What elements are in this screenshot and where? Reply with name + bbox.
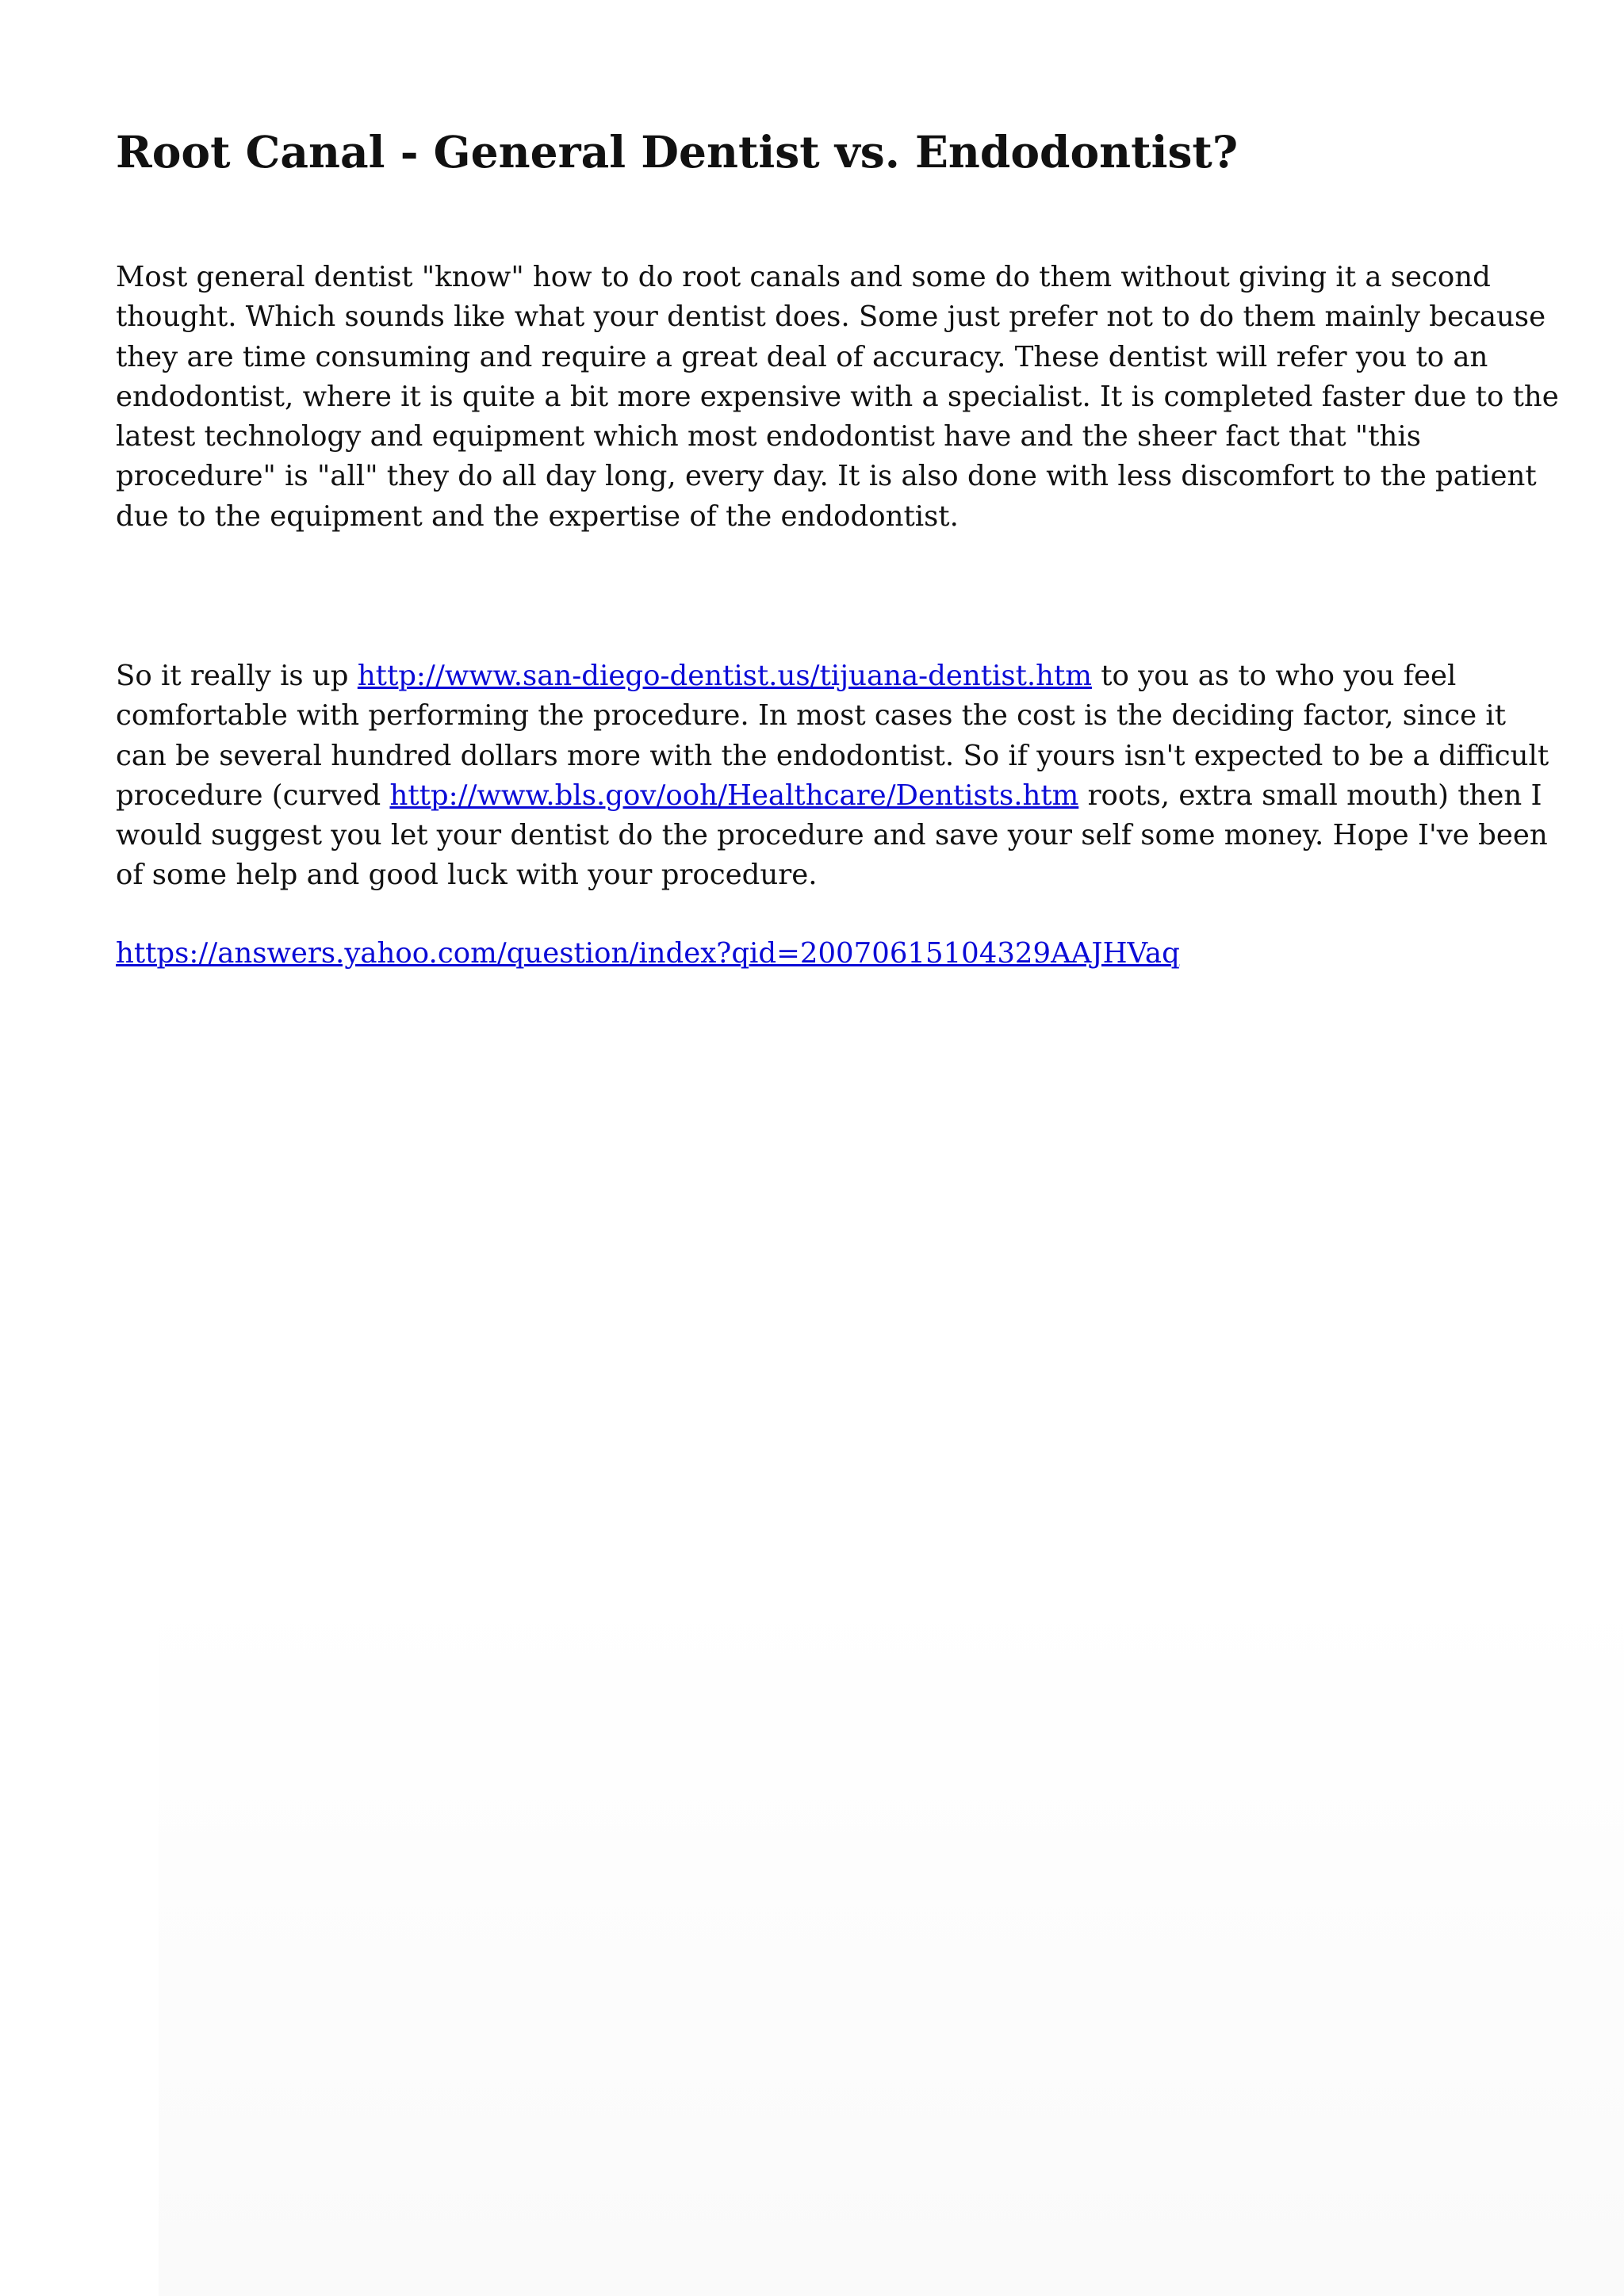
paragraph-advice	[116, 656, 1549, 896]
paragraph-line: of some help and good luck with your procedure.	[116, 859, 818, 892]
paragraph-line: Most general dentist "know" how to do root canals and some do them without giving it a second	[116, 261, 1491, 293]
paragraph-line	[116, 656, 1511, 696]
text-fragment: to you as to who you feel	[1091, 660, 1457, 692]
page-shade	[159, 1586, 1624, 2296]
page-title: Root Canal - General Dentist vs. Endodontist?	[116, 126, 1239, 178]
bls-dentists-link[interactable]: http://www.bls.gov/ooh/Healthcare/Dentists.htm	[389, 779, 1079, 812]
paragraph-line: comfortable with performing the procedure. In most cases the cost is the deciding factor, since it	[116, 699, 1507, 733]
paragraph-line: due to the equipment and the expertise of the endodontist.	[116, 499, 959, 533]
source-paragraph	[116, 934, 1511, 974]
paragraph-line: they are time consuming and require a great deal of accuracy. These dentist will refer you to an	[116, 340, 1488, 373]
paragraph-line: can be several hundred dollars more with the endodontist. So if yours isn't expected to be a difficult	[116, 739, 1549, 772]
source-link[interactable]: https://answers.yahoo.com/question/index?qid=20070615104329AAJHVaq	[116, 937, 1180, 970]
paragraph-line: endodontist, where it is quite a bit more expensive with a specialist. It is completed faster due to the	[116, 380, 1559, 413]
paragraph-line	[116, 776, 1542, 816]
paragraph-line: thought. Which sounds like what your dentist does. Some just prefer not to do them mainly because	[116, 300, 1546, 334]
paragraph-intro	[116, 258, 1559, 537]
paragraph-line: would suggest you let your dentist do the procedure and save your self some money. Hope I've been	[116, 819, 1548, 852]
text-fragment: procedure (curved	[116, 779, 390, 812]
text-fragment: So it really is up	[116, 660, 358, 692]
san-diego-dentist-link[interactable]: http://www.san-diego-dentist.us/tijuana-dentist.htm	[357, 660, 1092, 692]
text-fragment: roots, extra small mouth) then I	[1078, 779, 1542, 812]
paragraph-line: latest technology and equipment which most endodontist have and the sheer fact that "this	[116, 420, 1421, 453]
paragraph-line: procedure" is "all" they do all day long, every day. It is also done with less discomfort to the patient	[116, 460, 1537, 493]
